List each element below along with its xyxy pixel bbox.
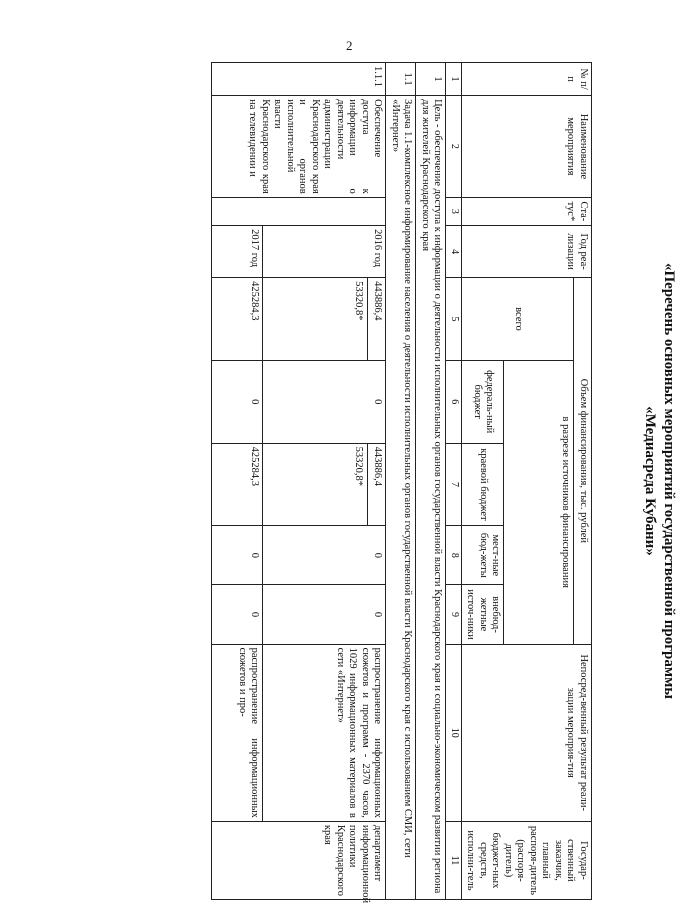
result-cell: распространение информационных сюжетов и программ - 2370 часов, 1029 информационных материалов в сети «Интернет»: [263, 644, 386, 821]
header-year: Год реа-лизации: [462, 226, 592, 278]
item-name: Обеспечение доступа к информации о деятельности администрации Краснодарского края и органов исполнительной власти Краснодарского края на телевидении и: [212, 96, 386, 198]
col-number: 2: [446, 96, 462, 198]
extra-cell: 0: [212, 585, 263, 644]
header-name: Наименование мероприятия: [462, 96, 592, 198]
table-row: [263, 63, 386, 900]
col-number: 4: [446, 226, 462, 278]
total-value: 443886,4: [372, 281, 384, 321]
year-cell: 2016 год: [263, 226, 386, 278]
header-num: № п/п: [462, 63, 592, 96]
federal-cell: 0: [212, 360, 263, 443]
local-cell: 0: [212, 526, 263, 585]
total-value: 425284,3: [212, 278, 263, 361]
goal-row: [416, 63, 446, 900]
task-number: 1.1: [386, 63, 416, 96]
title-line-2: «Медиасреда Кубани»: [642, 406, 658, 556]
col-number: 8: [446, 526, 462, 585]
regional-value: 425284,3: [212, 443, 263, 526]
task-text: Задача 1.1-комплексное информирование населения о деятельности исполнительных органов государственной власти Краснодарского края с использованием СМИ, сети «Интернет»: [386, 96, 416, 900]
rotated-landscape-page: [132, 62, 677, 904]
regional-value: 443886,4: [372, 446, 384, 486]
regional-cell: [263, 443, 386, 526]
goal-text: Цель - обеспечение доступа к информации о деятельности исполнительных органов государственной власти Краснодарского края и социально-экономическом развитии региона для жителей Краснодарского края: [416, 96, 446, 900]
customer-cell: департамент информационной политики Краснодарского края: [212, 821, 386, 899]
col-number: 11: [446, 821, 462, 899]
header-status: Ста-тус*: [462, 197, 592, 225]
header-result: Непосред-венный результат реали-зации мероприя-тия: [462, 644, 592, 821]
result-cell: распространение информационных сюжетов и про-: [212, 644, 263, 821]
header-extra: внебюд-жетные источ-ники: [462, 585, 505, 644]
item-number: 1.1.1: [212, 63, 386, 96]
extra-cell: 0: [263, 585, 386, 644]
local-cell: 0: [263, 526, 386, 585]
header-local: мест-ные бюд-жеты: [462, 526, 505, 585]
col-number: 9: [446, 585, 462, 644]
total-cell: [263, 278, 386, 361]
header-funding: Объем финансирования, тыс. рублей: [574, 278, 592, 644]
regional-note: 53320,8*: [352, 444, 369, 526]
col-number: 6: [446, 360, 462, 443]
header-customer: Государ-ственный заказчик, главный распоря-дитель (распоря-дитель) бюджет-ных средств, исполни-тель: [462, 821, 592, 899]
title-line-1: «Перечень основных мероприятий государственной программы: [661, 262, 677, 700]
item-status: [212, 197, 386, 225]
federal-cell: 0: [263, 360, 386, 443]
goal-number: 1: [416, 63, 446, 96]
task-row: [386, 63, 416, 900]
col-number: 5: [446, 278, 462, 361]
total-note: 53320,8*: [352, 278, 369, 360]
header-regional: краевой бюджет: [462, 443, 505, 526]
col-number: 3: [446, 197, 462, 225]
header-federal: федераль-ный бюджет: [462, 360, 505, 443]
page-number: 2: [346, 38, 353, 53]
column-numbers-row: [446, 63, 462, 900]
col-number: 7: [446, 443, 462, 526]
document-title: [640, 62, 678, 900]
col-number: 10: [446, 644, 462, 821]
measures-table: [212, 62, 593, 904]
header-total: всего: [462, 278, 575, 361]
header-sources: в разрезе источников финансирования: [504, 360, 574, 644]
header-row-1: [574, 63, 592, 900]
year-cell: 2017 год: [212, 226, 263, 278]
col-number: 1: [446, 63, 462, 96]
